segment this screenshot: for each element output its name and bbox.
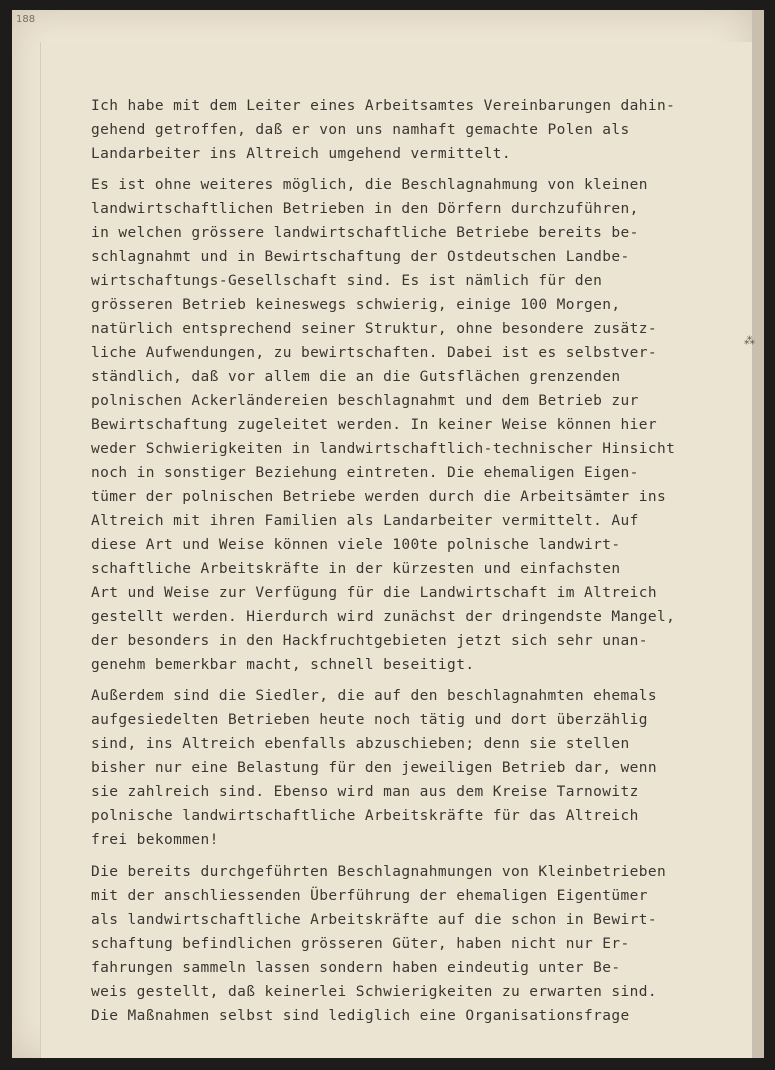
paragraph-gap: [91, 852, 721, 860]
text-line: ständlich, daß vor allem die an die Gutsflächen grenzenden: [91, 369, 621, 385]
text-line: Die bereits durchgeführten Beschlagnahmungen von Kleinbetrieben: [91, 864, 667, 880]
text-line: bisher nur eine Belastung für den jeweiligen Betrieb dar, wenn: [91, 760, 658, 776]
text-line: sind, ins Altreich ebenfalls abzuschieben; denn sie stellen: [91, 736, 630, 752]
paragraph: [91, 684, 721, 852]
margin-mark: ⁂: [744, 334, 755, 347]
text-line: schaftung befindlichen grösseren Güter, haben nicht nur Er-: [91, 936, 630, 952]
page-edge: [752, 10, 764, 1058]
text-line: genehm bemerkbar macht, schnell beseitigt.: [91, 657, 475, 673]
text-line: mit der anschliessenden Überführung der ehemaligen Eigentümer: [91, 888, 648, 904]
paragraph-gap: [91, 677, 721, 684]
text-line: weis gestellt, daß keinerlei Schwierigkeiten zu erwarten sind.: [91, 984, 658, 1000]
text-line: gehend getroffen, daß er von uns namhaft gemachte Polen als: [91, 122, 630, 138]
paragraph: [91, 94, 721, 166]
paragraph: [91, 173, 721, 677]
text-line: als landwirtschaftliche Arbeitskräfte auf die schon in Bewirt-: [91, 912, 658, 928]
text-line: in welchen grössere landwirtschaftliche Betriebe bereits be-: [91, 225, 639, 241]
text-line: Außerdem sind die Siedler, die auf den beschlagnahmten ehemals: [91, 688, 658, 704]
text-line: polnische landwirtschaftliche Arbeitskräfte für das Altreich: [91, 808, 639, 824]
text-line: schaftliche Arbeitskräfte in der kürzesten und einfachsten: [91, 561, 621, 577]
paragraph: [91, 860, 721, 1028]
text-line: tümer der polnischen Betriebe werden durch die Arbeitsämter ins: [91, 489, 667, 505]
archive-page-number: 188: [16, 14, 36, 25]
text-line: grösseren Betrieb keineswegs schwierig, einige 100 Morgen,: [91, 297, 621, 313]
typewritten-text: [91, 94, 721, 1028]
text-line: Ich habe mit dem Leiter eines Arbeitsamtes Vereinbarungen dahin-: [91, 98, 676, 114]
text-line: landwirtschaftlichen Betrieben in den Dörfern durchzuführen,: [91, 201, 639, 217]
text-line: sie zahlreich sind. Ebenso wird man aus dem Kreise Tarnowitz: [91, 784, 639, 800]
text-line: fahrungen sammeln lassen sondern haben eindeutig unter Be-: [91, 960, 621, 976]
text-line: Altreich mit ihren Familien als Landarbeiter vermittelt. Auf: [91, 513, 639, 529]
text-line: Die Maßnahmen selbst sind lediglich eine Organisationsfrage: [91, 1008, 630, 1024]
paragraph-gap: [91, 166, 721, 173]
text-line: weder Schwierigkeiten in landwirtschaftlich-technischer Hinsicht: [91, 441, 676, 457]
text-line: Bewirtschaftung zugeleitet werden. In keiner Weise können hier: [91, 417, 658, 433]
text-line: Art und Weise zur Verfügung für die Landwirtschaft im Altreich: [91, 585, 658, 601]
text-line: aufgesiedelten Betrieben heute noch tätig und dort überzählig: [91, 712, 648, 728]
text-line: wirtschaftungs-Gesellschaft sind. Es ist nämlich für den: [91, 273, 603, 289]
text-line: natürlich entsprechend seiner Struktur, ohne besondere zusätz-: [91, 321, 658, 337]
text-line: polnischen Ackerländereien beschlagnahmt und dem Betrieb zur: [91, 393, 639, 409]
text-line: gestellt werden. Hierdurch wird zunächst der dringendste Mangel,: [91, 609, 676, 625]
text-line: liche Aufwendungen, zu bewirtschaften. Dabei ist es selbstver-: [91, 345, 658, 361]
text-line: diese Art und Weise können viele 100te polnische landwirt-: [91, 537, 621, 553]
text-line: Es ist ohne weiteres möglich, die Beschlagnahmung von kleinen: [91, 177, 648, 193]
text-line: frei bekommen!: [91, 832, 219, 848]
text-line: noch in sonstiger Beziehung eintreten. Die ehemaligen Eigen-: [91, 465, 639, 481]
text-line: der besonders in den Hackfruchtgebieten jetzt sich sehr unan-: [91, 633, 648, 649]
text-line: schlagnahmt und in Bewirtschaftung der Ostdeutschen Landbe-: [91, 249, 630, 265]
text-line: Landarbeiter ins Altreich umgehend vermittelt.: [91, 146, 511, 162]
